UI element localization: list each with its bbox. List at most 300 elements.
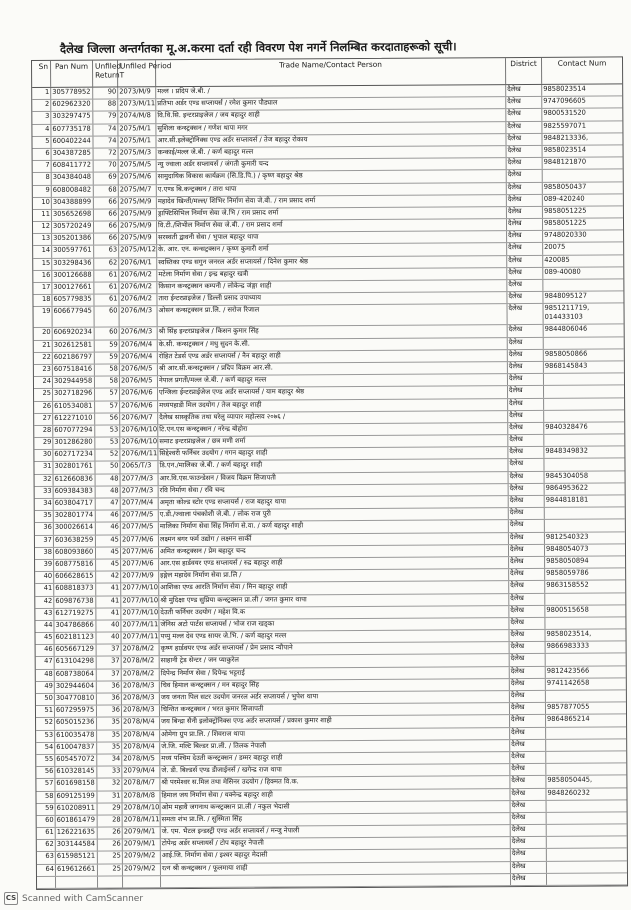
cell-trade-name: आई.जि. निर्माण सेवा / इश्वर बहादुर मेदासी: [161, 850, 511, 863]
cell-sn: 3: [32, 112, 51, 123]
cell-pan: 619612661: [56, 864, 98, 875]
cell-contact: [544, 374, 624, 386]
cell-pan: 304384048: [52, 173, 94, 184]
cell-unfiled-return: 33: [97, 767, 122, 778]
cell-district: दैलेख: [511, 813, 547, 824]
cell-trade-name: पप्पु मल्ल देव एण्ड सायर जे.भि. / कर्ण बहादुर मल्ल: [159, 630, 509, 643]
cell-trade-name: वि.वि.सि. इन्टरप्राइजेज / जय बहादुर शाही: [156, 109, 506, 122]
cell-district: दैलेख: [509, 557, 545, 568]
cell-unfiled-return: 40: [96, 633, 121, 644]
cell-district: दैलेख: [506, 85, 542, 96]
cell-trade-name: ओमेगा ग्रुप प्रा.लि. / शिवराज थापा: [160, 728, 510, 741]
cell-unfiled-return: 26: [98, 828, 123, 839]
cell-district: दैलेख: [510, 776, 546, 787]
cell-pan: 302801761: [53, 462, 95, 473]
cell-trade-name: आर.एस हार्डवयर एण्ड सप्लायर्स / रुद्र बहादुर शाही: [159, 557, 509, 570]
cell-sn: 57: [36, 779, 55, 790]
cell-contact: 9857877055: [546, 702, 590, 712]
cell-unfiled-return: 53: [95, 438, 120, 449]
cell-unfiled-period: 2077/M/5: [121, 523, 159, 534]
table-header: [32, 57, 622, 88]
cell-unfiled-period: 2076/M/2: [119, 282, 157, 293]
cell-contact: 9858050866: [544, 349, 588, 358]
cell-sn: 62: [37, 840, 56, 851]
cell-sn: 25: [34, 389, 53, 400]
page-title: दैलेख जिल्ला अन्तर्गतका मू.अ.करमा दर्ता रही विवरण पेश नगर्ने निलम्बित करदाताहरूको सूची।: [59, 39, 457, 56]
cell-district: दैलेख: [507, 231, 543, 242]
cell-pan: 605457072: [55, 755, 97, 766]
cell-sn: 32: [35, 474, 54, 485]
cell-trade-name: श्री सिंह इन्टरप्राइजेज / किसन कुमार सिंह: [158, 325, 508, 338]
cell-pan: 601861479: [56, 815, 98, 826]
cell-unfiled-return: 61: [94, 282, 119, 293]
cell-district: दैलेख: [510, 727, 546, 738]
cell-pan: 605667129: [55, 645, 97, 656]
cell-contact: [546, 727, 626, 739]
cell-contact: [543, 279, 623, 291]
cell-unfiled-return: 61: [94, 295, 119, 306]
cell-unfiled-period: 2074/M/8: [118, 112, 156, 123]
cell-unfiled-period: 2077/M/11: [121, 620, 159, 631]
cell-pan: 609125199: [55, 791, 97, 802]
cell-district: दैलेख: [508, 411, 544, 422]
cell-unfiled-period: 2078/M/4: [122, 742, 160, 753]
cell-unfiled-return: 41: [96, 596, 121, 607]
cell-district: दैलेख: [508, 398, 544, 409]
header-sn: Sn: [32, 61, 51, 87]
cell-trade-name: जे.जि. मल्टि बिल्डर प्रा.ली. / तिलक नेपाली: [160, 740, 510, 753]
cell-unfiled-return: 46: [96, 511, 121, 522]
cell-trade-name: कृष्ण हार्डवयर एण्ड अर्डर सप्लायर्स / प्रेम प्रसाद न्यौपाने: [160, 642, 510, 655]
cell-contact: 9848260232: [547, 788, 591, 797]
cell-sn: 10: [33, 198, 52, 209]
cell-unfiled-return: 29: [98, 803, 123, 814]
cell-sn: 33: [35, 487, 54, 498]
cell-unfiled-period: 2077/M/6: [121, 559, 159, 570]
cell-district: दैलेख: [511, 837, 547, 848]
cell-contact: 9863158552: [546, 580, 589, 590]
cell-unfiled-return: 47: [96, 498, 121, 509]
cell-district: दैलेख: [509, 545, 545, 556]
cell-sn: 2: [32, 100, 51, 111]
cell-sn: 53: [36, 730, 55, 741]
cell-sn: 49: [36, 682, 55, 693]
cell-contact: [544, 398, 624, 410]
cell-trade-name: अमृता कोल्ड स्टोर एण्ड सप्लायर्स / राज बहादुर थापा: [159, 496, 509, 509]
cell-pan: 300127661: [52, 283, 94, 294]
cell-unfiled-period: 2075/M/1: [118, 124, 156, 135]
cell-trade-name: आर.वि.एस.फाउन्डेसन / विजय विक्रम सिजापती: [159, 472, 509, 485]
cell-unfiled-period: 2076/M/11: [120, 449, 158, 460]
cell-unfiled-return: 41: [96, 608, 121, 619]
cell-unfiled-return: 36: [97, 706, 122, 717]
cell-unfiled-period: 2077/M/10: [121, 608, 159, 619]
cell-pan: 607518416: [53, 365, 95, 376]
cell-unfiled-period: 2078/M/3: [122, 705, 160, 716]
cell-trade-name: समाट इन्टरप्राइजेज / छत्र मणी शर्मा: [158, 435, 508, 448]
cell-district: दैलेख: [507, 146, 543, 157]
cell-sn: 9: [33, 185, 52, 196]
cell-trade-name: मालिका निर्माण सेवा सिंह निर्माण से.वा. / कर्ण बहादुर शाही: [159, 520, 509, 533]
cell-contact: 9858059786: [546, 568, 589, 577]
cell-pan: 303144584: [56, 840, 98, 851]
cell-unfiled-return: 59: [95, 340, 120, 351]
cell-unfiled-period: 2076/M/3: [120, 307, 158, 327]
cell-pan: 305201386: [52, 234, 94, 245]
cell-unfiled-return: 25: [98, 864, 123, 875]
cell-unfiled-return: 42: [96, 572, 121, 583]
cell-pan: 610328145: [55, 767, 97, 778]
header-district: District: [506, 58, 542, 84]
header-unfiled-return: Unfiled ReturnT: [93, 60, 118, 86]
cell-contact: 9866983333: [546, 641, 590, 651]
cell-sn: 38: [35, 548, 54, 559]
cell-unfiled-return: 40: [96, 620, 121, 631]
cell-trade-name: न्यु ज्वाला अर्डर सप्लायर्स / जंगती कुमारी चन्द: [157, 158, 507, 171]
cell-sn: 28: [34, 426, 53, 437]
cell-district: दैलेख: [507, 170, 543, 181]
cell-trade-name: श्री आर.सी.कन्सट्रक्सन / प्रदिप विक्रम आर.सी.: [158, 362, 508, 375]
cell-unfiled-return: 35: [97, 730, 122, 741]
cell-unfiled-return: 28: [98, 815, 123, 826]
cell-contact: [544, 337, 624, 349]
cell-sn: 15: [33, 258, 52, 269]
cell-district: दैलेख: [509, 520, 545, 531]
cell-unfiled-return: 36: [97, 681, 122, 692]
cell-contact: 9864865214: [547, 714, 590, 724]
table-row-extra: [37, 873, 627, 889]
cell-unfiled-return: 32: [97, 779, 122, 790]
cell-pan: 610047837: [55, 742, 97, 753]
cell-unfiled-period: 2075/M/6: [119, 173, 157, 184]
cell-contact: [545, 593, 625, 605]
cell-district: दैलेख: [509, 618, 545, 629]
cell-trade-name: रवि निर्माण सेवा / रवि चन्द: [159, 484, 509, 497]
cell-pan: 608411772: [52, 161, 94, 172]
cell-unfiled-return: 57: [95, 401, 120, 412]
cell-district: दैलेख: [507, 207, 543, 218]
cell-district: दैलेख: [507, 255, 543, 266]
cell-unfiled-return: 36: [97, 693, 122, 704]
cell-district: दैलेख: [506, 97, 542, 108]
cell-sn: 17: [33, 283, 52, 294]
cell-unfiled-period: 2079/M/1: [123, 839, 161, 850]
cell-pan: 302944958: [53, 377, 95, 388]
cell-trade-name: जेनिस अटो पार्टस सप्लायर्स / भोज राज खड्का: [159, 618, 509, 631]
cell-trade-name: कन्काई/मल्ल जे.बी. / कर्ण बहादुर मल्ल: [157, 146, 507, 159]
cell-sn: 13: [33, 234, 52, 245]
cell-pan: 602717234: [53, 450, 95, 461]
header-pan: Pan Num: [51, 61, 93, 87]
cell-contact: 9858023514: [543, 145, 587, 154]
cell-trade-name: तारा ईन्टरप्राइजेज / डिल्ली प्रसाद उपाध्याय: [157, 292, 507, 305]
cell-unfiled-period: 2076/M/10: [120, 437, 158, 448]
cell-trade-name: जे. डी. बिल्डर्स एण्ड डीजाईनर्स / खगेन्द्र राज थापा: [160, 764, 510, 777]
cell-contact: 420085: [544, 255, 570, 264]
cell-district: दैलेख: [510, 740, 546, 751]
cell-unfiled-period: 2077/M/6: [121, 547, 159, 558]
cell-district: दैलेख: [511, 849, 547, 860]
cell-unfiled-period: 2079/M/2: [123, 864, 161, 875]
cell-pan: 304388899: [52, 197, 94, 208]
cell-unfiled-return: 31: [97, 791, 122, 802]
cell-pan: 609876738: [54, 596, 96, 607]
cell-district: दैलेख: [508, 386, 544, 397]
cell-sn: 16: [33, 271, 52, 282]
cell-district: दैलेख: [508, 304, 544, 324]
cell-unfiled-period: 2076/M/7: [120, 413, 158, 424]
cell-trade-name: किसान कन्स्ट्रक्सन कम्पनी / लोकेन्द्र जंङ्गा शाही: [157, 280, 507, 293]
cell-unfiled-return: 45: [96, 559, 121, 570]
cell-unfiled-period: 2073/M/9: [118, 87, 156, 98]
cell-pan: 608093860: [54, 547, 96, 558]
cell-contact: 9848213336,: [543, 133, 589, 142]
cell-sn: 59: [37, 804, 56, 815]
cell-unfiled-period: 2076/M/1: [119, 258, 157, 269]
cell-unfiled-return: 25: [98, 852, 123, 863]
cell-district: दैलेख: [510, 691, 546, 702]
cell-unfiled-return: 58: [95, 364, 120, 375]
cell-district: दैलेख: [510, 666, 546, 677]
cell-contact: 9851211719, 014433103: [544, 303, 590, 321]
cell-sn: 30: [34, 450, 53, 461]
cell-sn: 64: [37, 864, 56, 875]
cell-trade-name: वि.टी./शिभील निर्माण सेवा जे.बी. / राम प्रसाद शर्मा: [157, 219, 507, 232]
cell-unfiled-period: 2076/M/10: [120, 425, 158, 436]
cell-district: दैलेख: [508, 459, 544, 470]
cell-sn: 37: [35, 535, 54, 546]
cell-trade-name: जय बिन्द्रा सैनी इलोक्ट्रोनिक्स एण्ड अर्डर सप्लायर्स / प्रकाश कुमार शाही: [160, 715, 510, 728]
cell-pan: 304387285: [52, 149, 94, 160]
cell-district: दैलेख: [510, 679, 546, 690]
cell-sn: 23: [34, 365, 53, 376]
cell-unfiled-period: 2078/M/2: [122, 644, 160, 655]
cell-trade-name: रोहित टेडर्स एण्ड अर्डर सप्लायर्स / नैन बहादुर शाही: [158, 350, 508, 363]
cell-unfiled-period: 2078/M/4: [122, 730, 160, 741]
cell-sn: 18: [33, 295, 52, 306]
cell-pan: 600402244: [51, 136, 93, 147]
cell-contact: 9840328476: [545, 422, 588, 431]
cell-district: दैलेख: [510, 703, 546, 714]
cell-unfiled-return: 69: [94, 173, 119, 184]
cell-unfiled-period: 2078/M/5: [122, 754, 160, 765]
cell-unfiled-period: 2075/M/3: [119, 148, 157, 159]
cell-district: दैलेख: [508, 423, 544, 434]
cell-contact: [547, 824, 627, 836]
cell-pan: 606677945: [53, 307, 95, 327]
cell-trade-name: ओसन कन्सट्रक्सन प्रा.लि. / सरोज रिजाल: [158, 304, 508, 326]
cell-trade-name: नेपाल प्रगती/मल्ल जे.बी. / कर्ण बहादुर मल्ल: [158, 374, 508, 387]
cell-contact: 9868145843: [544, 361, 588, 370]
cell-trade-name: जे. एम. भैटल इन्डस्ट्री एण्ड अर्डर सप्लायर्स / मन्जु नेपाली: [161, 825, 511, 838]
cell-pan: 606628615: [54, 572, 96, 583]
cell-pan: 304786866: [54, 620, 96, 631]
cell-pan: 605015236: [55, 718, 97, 729]
cell-contact: 9747096605: [543, 96, 586, 106]
cell-unfiled-period: 2076/M/2: [119, 270, 157, 281]
cell-contact: 9848121870: [543, 157, 587, 166]
cell-trade-name: मध्य पश्चिम देउती कन्स्ट्रक्सन / डम्मर बहादुर शाही: [160, 752, 510, 765]
cell-sn: 7: [33, 161, 52, 172]
cell-district: दैलेख: [507, 268, 543, 279]
cell-trade-name: टि.एन.एस कन्स्ट्रक्सन / नरेन्द्र बोहोरा: [158, 423, 508, 436]
cell-unfiled-return: 37: [97, 657, 122, 668]
cell-unfiled-period: 2077/M/10: [121, 584, 159, 595]
cell-pan: 605779835: [52, 295, 94, 306]
cell-unfiled-period: 2077/M/10: [121, 596, 159, 607]
cell-contact: 089-40080: [544, 267, 581, 276]
cell-unfiled-return: 66: [94, 197, 119, 208]
cell-sn: 48: [36, 669, 55, 680]
cell-trade-name: इङ्गेल महादेव निर्माण सेवा प्रा.लि /: [159, 569, 509, 582]
cell-contact: 9848095127: [544, 291, 588, 301]
cell-pan: 608818373: [54, 584, 96, 595]
cell-sn: 46: [36, 645, 55, 656]
cell-unfiled-return: 79: [93, 112, 118, 123]
cell-trade-name: दैलेख सास्कृतिक तथा घरेलु व्यापार महोत्सव २०७६ /: [158, 411, 508, 424]
cell-pan: 302944604: [55, 681, 97, 692]
cell-unfiled-return: 53: [95, 425, 120, 436]
cell-sn: 8: [33, 173, 52, 184]
cell-district: दैलेख: [508, 374, 544, 385]
cell-contact: [545, 520, 625, 532]
cell-district: दैलेख: [511, 801, 547, 812]
cell-pan: 305652698: [52, 209, 94, 220]
cell-trade-name: सिद्देश्वरी फर्निचर उदयोग / गगन बहादुर शाही: [158, 447, 508, 460]
cell-unfiled-period: 2076/M/4: [120, 352, 158, 363]
cell-trade-name: श्री परमेश्वर स.मिल तथा मेसिनर उदयोग / हिक्मत वि.क.: [160, 776, 510, 789]
cell-unfiled-return: 46: [96, 523, 121, 534]
cell-district: दैलेख: [507, 158, 543, 169]
cell-contact: [547, 849, 627, 861]
cell-unfiled-return: 63: [94, 246, 119, 257]
cell-pan: 608738064: [55, 669, 97, 680]
cell-sn: 61: [37, 828, 56, 839]
cell-trade-name: अमित कन्स्ट्रक्सन / प्रेम बहादुर चन्द: [159, 545, 509, 558]
cell-pan: 612660836: [54, 474, 96, 485]
cell-sn: 4: [32, 124, 51, 135]
cell-trade-name: महादेव खिन्ती/मल्ल/ शिभिर निर्माण सेवा जे.बी. / राम प्रसाद शर्मा: [157, 195, 507, 208]
cell-contact: [546, 690, 626, 702]
cell-district: दैलेख: [509, 471, 545, 482]
cell-district: दैलेख: [510, 654, 546, 665]
cell-sn: 39: [35, 560, 54, 571]
cell-trade-name: श्री मुदिक्षा एण्ड सुप्रिया कन्स्ट्रक्सन प्रा.ली / जगत कुमार थापा: [159, 594, 509, 607]
cell-sn: 54: [36, 743, 55, 754]
cell-trade-name: ओम महावै जगनाथ कन्स्ट्रक्सन प्रा.ली / नकुल भेदासी: [161, 801, 511, 814]
cell-unfiled-return: 48: [96, 486, 121, 497]
cell-district: दैलेख: [506, 109, 542, 120]
cell-sn: 22: [34, 353, 53, 364]
cell-district: दैलेख: [511, 874, 547, 885]
cell-trade-name: आशिका एण्ड आरति निर्माण सेवा / मिन बहादुर शाही: [159, 581, 509, 594]
cell-unfiled-return: 90: [93, 87, 118, 98]
cell-unfiled-return: 26: [98, 840, 123, 851]
cell-district: दैलेख: [509, 532, 545, 543]
cell-unfiled-return: 70: [94, 161, 119, 172]
cell-district: दैलेख: [507, 219, 543, 230]
cell-district: दैलेख: [508, 350, 544, 361]
cell-district: दैलेख: [506, 134, 542, 145]
cell-trade-name: डि.एन./मालिका जे.बी. / कर्ण बहादुर शाही: [158, 460, 508, 473]
cell-district: दैलेख: [509, 581, 545, 592]
cell-pan: 302718296: [53, 389, 95, 400]
cell-pan: 601698158: [55, 779, 97, 790]
cell-pan: 304770810: [55, 694, 97, 705]
cell-pan: 607077294: [53, 425, 95, 436]
cell-district: दैलेख: [506, 121, 542, 132]
cell-district: दैलेख: [510, 752, 546, 763]
cell-pan: 608008482: [52, 185, 94, 196]
cell-unfiled-return: 50: [95, 462, 120, 473]
cell-contact: 9800531520: [543, 108, 586, 118]
cell-contact: [544, 386, 624, 398]
cell-trade-name: के. आर. एन. कन्सट्रक्सन / कृष्ण कुमारी शर्मा: [157, 244, 507, 257]
cell-sn: 14: [33, 246, 52, 257]
cell-trade-name: एन्जिला ईन्टरप्राईजेज एण्ड अर्डर सप्लायर्स / याम बहादुर श्रेष्ठ: [158, 386, 508, 399]
cell-pan: 602181123: [55, 633, 97, 644]
cell-contact: [544, 459, 624, 471]
cell-unfiled-return: 37: [97, 669, 122, 680]
cell-contact: [547, 837, 627, 849]
cell-sn: 58: [36, 791, 55, 802]
cell-contact: [547, 800, 627, 812]
cell-unfiled-return: 88: [93, 100, 118, 111]
cell-unfiled-period: 2076/M/2: [119, 294, 157, 305]
cell-pan: 300597761: [52, 246, 94, 257]
cell-district: दैलेख: [507, 182, 543, 193]
cell-unfiled-period: 2076/M/5: [120, 376, 158, 387]
cell-sn: 43: [35, 609, 54, 620]
cell-trade-name: सुशिला कन्स्ट्रक्सन / गणेश थापा मगर: [156, 122, 506, 135]
cell-sn: 27: [34, 414, 53, 425]
cell-pan: 610035478: [55, 730, 97, 741]
camscanner-icon: CS: [4, 892, 18, 905]
cell-unfiled-return: 74: [93, 136, 118, 147]
cell-trade-name: स्वस्तिका एण्ड सगुन जनरल अर्डर सप्लायर्स / दिनेश कुमार श्रेष्ठ: [157, 256, 507, 269]
cell-pan: 602186797: [53, 352, 95, 363]
cell-pan: 300026614: [54, 523, 96, 534]
cell-contact: 9858051225: [543, 206, 587, 215]
cell-unfiled-period: 2078/M/2: [122, 657, 160, 668]
cell-pan: 607295975: [55, 706, 97, 717]
cell-contact: 9812423566: [546, 666, 590, 675]
cell-contact: 9741142658: [546, 678, 590, 687]
cell-district: दैलेख: [510, 788, 546, 799]
cell-pan: 607735178: [51, 124, 93, 135]
cell-sn: 29: [34, 438, 53, 449]
cell-unfiled-return: 59: [95, 352, 120, 363]
cell-trade-name: लक्ष्मन बगर फर्म उद्योग / लक्ष्मन सार्की: [159, 533, 509, 546]
cell-unfiled-period: 2075/M/1: [118, 136, 156, 147]
cell-sn: 21: [34, 340, 53, 351]
cell-unfiled-period: 2077/M/11: [121, 632, 159, 643]
cell-sn: 51: [36, 706, 55, 717]
cell-contact: 9800515658: [546, 605, 589, 614]
cell-pan: 302801774: [54, 511, 96, 522]
cell-contact: 9825597071: [543, 121, 586, 130]
cell-sn: 47: [36, 657, 55, 668]
cell-unfiled-period: 2075/M/9: [119, 209, 157, 220]
cell-unfiled-period: 2078/M/8: [122, 791, 160, 802]
cell-trade-name: के.सी. कन्सट्रक्सन / मधु सुदन के.सी.: [158, 338, 508, 351]
cell-pan: 603638259: [54, 535, 96, 546]
cell-sn: 19: [34, 307, 53, 327]
cell-unfiled-period: 2077/M/3: [121, 474, 159, 485]
cell-unfiled-return: 60: [95, 307, 120, 327]
cell-trade-name: जय जनता पिल सटर उदयोग जनरल अर्डर सप्लायर्स / भुपेश थापा: [160, 691, 510, 704]
cell-pan: 602962320: [51, 100, 93, 111]
